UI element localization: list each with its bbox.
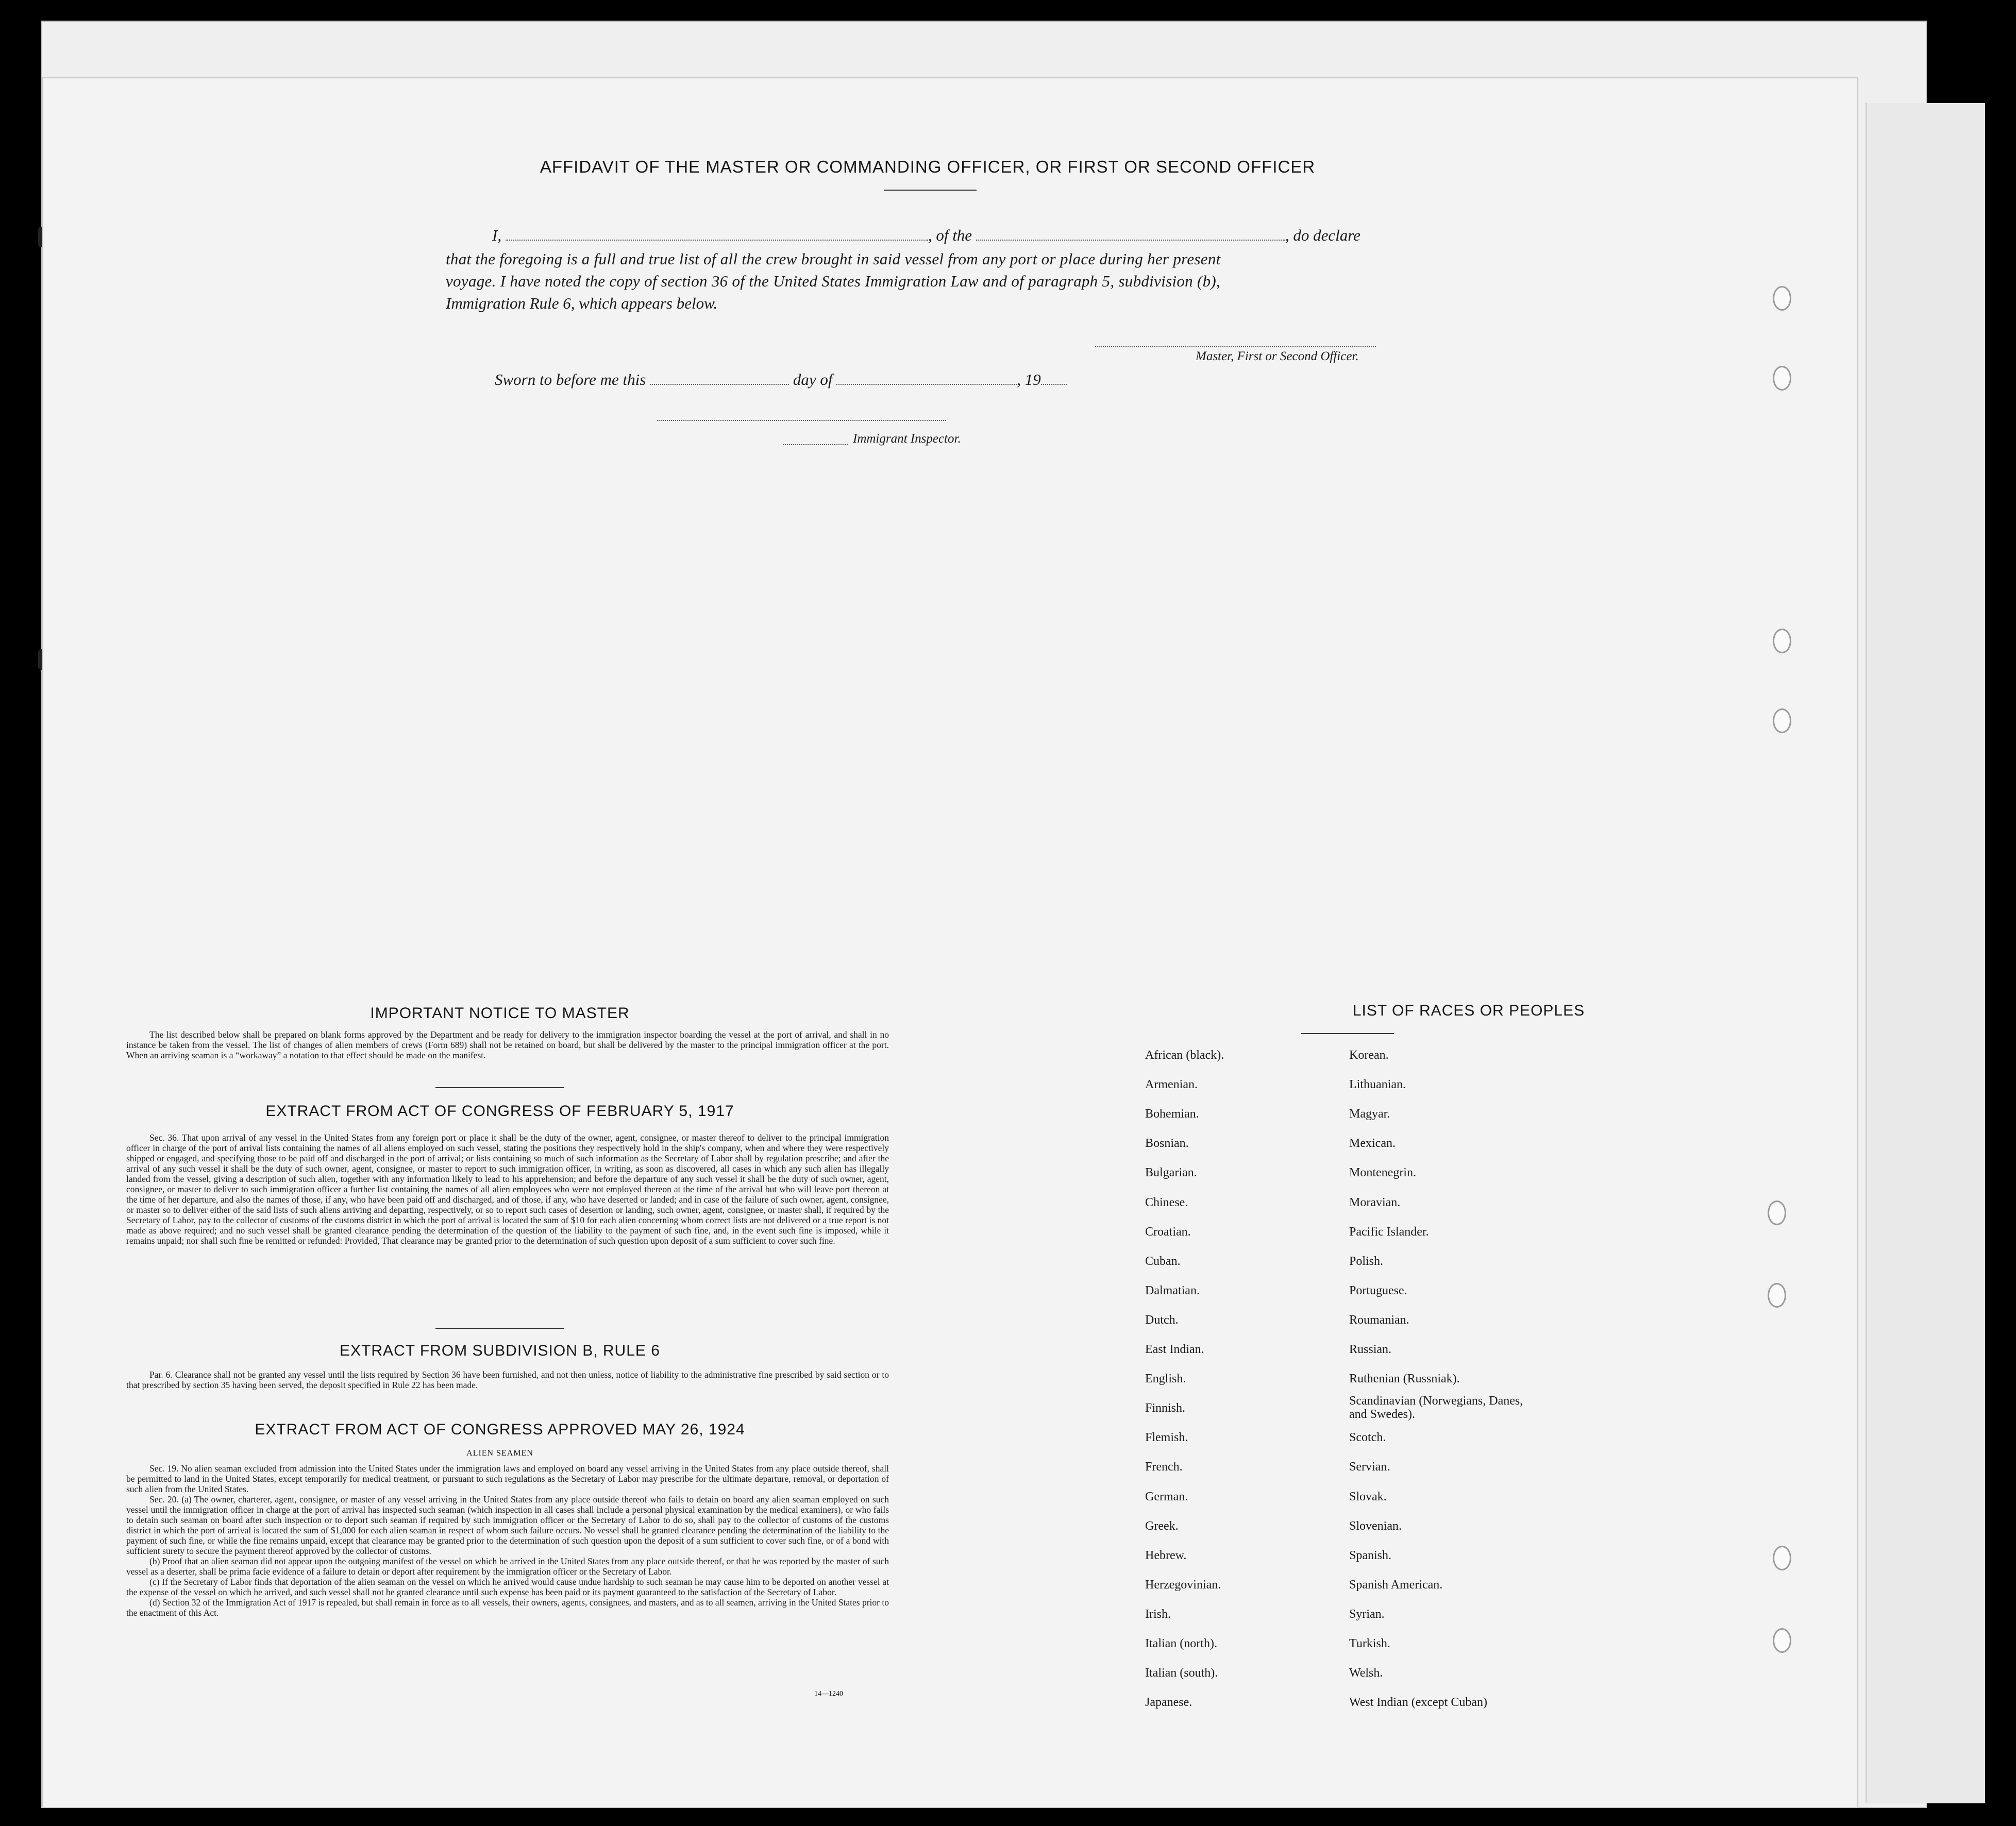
inspector-label: Immigrant Inspector. [853,432,961,446]
race-item: Syrian. [1349,1607,1385,1621]
race-item: Russian. [1349,1343,1392,1356]
declaration-i: I, [492,226,502,244]
extract-rule6-paragraph: Par. 6. Clearance shall not be granted any vessel until the lists required by Section 36 have been furnished, and not then unless, notice of liability to the administrative fine prescribed by said section or to that prescribed by section 35 having been served, the deposit specified in Rule 22 has been made. [126,1370,889,1390]
race-item: Slovenian. [1349,1519,1402,1533]
declaration-line-1 [446,224,1425,247]
sworn-prefix: Sworn to before me this [495,370,646,388]
race-item: Dutch. [1145,1313,1179,1327]
month-blank[interactable] [836,374,1017,385]
race-item: Hebrew. [1145,1548,1187,1562]
master-signature-line[interactable] [1095,346,1376,347]
sworn-line [495,368,1165,391]
declaration-line-2: that the foregoing is a full and true list of all the crew brought in said vessel from any port or place during her present [446,250,1221,268]
race-item: Herzegovinian. [1145,1578,1221,1592]
extract-1924-sec20b: (b) Proof that an alien seaman did not appear upon the outgoing manifest of the vessel on which he arrived in the United States from any place outside thereof, or that he was reported by the master of such vessel as a deserter, shall be prima facie evidence of a failure to detain or deport after requirement by the immigration officer or the Secretary of Labor. [126,1556,889,1577]
race-item: Polish. [1349,1254,1384,1268]
race-item: West Indian (except Cuban) [1349,1696,1487,1710]
race-item: East Indian. [1145,1343,1204,1356]
race-item: Armenian. [1145,1078,1198,1092]
race-item: Bulgarian. [1145,1166,1197,1180]
extract-rule6-text [126,1370,889,1390]
race-item: Irish. [1145,1607,1171,1621]
race-item: Chinese. [1145,1195,1188,1209]
extract-1924-sec20c: (c) If the Secretary of Labor finds that deportation of the alien seaman on the vessel on which he arrived would cause undue hardship to such seaman he may cause him to be deported on another vessel at the expense of the vessel on which he arrived, and such vessel shall not be granted clearance until such expense has been paid or its payment guaranteed to the satisfaction of the Secretary of Labor. [126,1577,889,1597]
affidavit-title: AFFIDAVIT OF THE MASTER OR COMMANDING OFFICER, OR FIRST OR SECOND OFFICER [540,157,1316,176]
punch-hole [1768,1201,1786,1225]
race-item: Roumanian. [1349,1313,1409,1327]
punch-hole [1773,708,1791,733]
extract-1917-text [126,1132,889,1246]
alien-seamen-subhead: ALIEN SEAMEN [466,1449,533,1458]
punch-hole [1773,629,1791,653]
sheet-edge [1866,103,1985,1803]
race-item: Scandinavian (Norwegians, Danes, and Swedes). [1349,1394,1523,1422]
punch-hole [1773,1546,1791,1570]
declaration-line-4: Immigration Rule 6, which appears below. [446,294,718,312]
race-item: German. [1145,1490,1188,1503]
races-title-rule [1301,1033,1394,1034]
race-item: African (black). [1145,1049,1224,1062]
race-item: Lithuanian. [1349,1078,1406,1092]
sworn-day-of: day of [793,370,833,388]
race-item: Turkish. [1349,1637,1390,1650]
race-item: Korean. [1349,1049,1389,1062]
race-item: Ruthenian (Russniak). [1349,1372,1460,1386]
extract-1924-sec20d: (d) Section 32 of the Immigration Act of 1917 is repealed, but shall remain in force as to all vessels, their owners, agents, consignees, and masters, and as to all seamen, arriving in the United States prior to the enactment of this Act. [126,1597,889,1618]
extract-1924-sec19: Sec. 19. No alien seaman excluded from admission into the United States under the immigration laws and employed on board any vessel arriving in the United States from any place outside thereof, shall be permitted to land in the United States, except temporarily for medical treatment, or pursuant to such regulations as the Secretary of Labor may prescribe for the ultimate departure, removal, or deportation of such alien from the United States. [126,1463,889,1494]
race-item: Italian (south). [1145,1666,1218,1680]
extract-1924-title: EXTRACT FROM ACT OF CONGRESS APPROVED MAY 26, 1924 [255,1421,745,1438]
race-item: Greek. [1145,1519,1179,1533]
race-item: Croatian. [1145,1225,1191,1239]
notice-paragraph: The list described below shall be prepared on blank forms approved by the Department and be ready for delivery to the immigration inspector boarding the vessel at the port of arrival, and shall in no instance be taken from the vessel. The list of changes of alien members of crews (Form 689) shall not be retained on board, but shall be delivered by the master to the principal immigration officer at the port. When an arriving seaman is a “workaway” a notation to that effect should be made on the manifest. [126,1029,889,1060]
extract-1924-sec20a: Sec. 20. (a) The owner, charterer, agent, consignee, or master of any vessel arriving in the United States from any place outside thereof who fails to detain on board any alien seaman employed on such vessel until the immigration officer in charge at the port of arrival has inspected such seaman (which inspection in all cases shall include a personal physical examination by the medical examiners), or who fails to detain such seaman on board after such inspection or to deport such seaman if required by such immigration officer or the Secretary of Labor to do so, shall pay to the collector of customs of the customs district in which the port of arrival is located the sum of $1,000 for each alien seaman in respect of whom such failure occurs. No vessel shall be granted clearance pending the determination of the liability to the payment of such fine, or while the fine remains unpaid, except that clearance may be granted prior to the determination of such question upon the deposit of a sum sufficient to cover such fine, or of a bond with sufficient surety to secure the payment thereof approved by the collector of customs. [126,1494,889,1556]
race-item: Moravian. [1349,1195,1401,1209]
sworn-year: , 19 [1017,370,1041,388]
year-blank[interactable] [1041,374,1067,385]
notice-title: IMPORTANT NOTICE TO MASTER [370,1005,630,1022]
race-item: Spanish American. [1349,1578,1443,1592]
race-item: Magyar. [1349,1107,1390,1121]
punch-hole [1773,1628,1791,1653]
race-item: Servian. [1349,1460,1390,1474]
vessel-blank[interactable] [976,229,1285,241]
day-blank[interactable] [650,374,789,385]
race-item: Cuban. [1145,1254,1181,1268]
race-item: Japanese. [1145,1696,1192,1710]
section-rule [435,1087,564,1088]
extract-rule6-title: EXTRACT FROM SUBDIVISION B, RULE 6 [340,1342,660,1359]
master-signature-label: Master, First or Second Officer. [1196,349,1359,363]
race-item: Portuguese. [1349,1283,1407,1297]
extract-1917-title: EXTRACT FROM ACT OF CONGRESS OF FEBRUARY 5, 1917 [265,1103,734,1120]
declaration-of-the: , of the [928,226,972,244]
race-item: Flemish. [1145,1431,1188,1445]
race-item: Slovak. [1349,1490,1387,1503]
race-item: Spanish. [1349,1548,1392,1562]
race-item: Mexican. [1349,1137,1396,1151]
notice-text [126,1029,889,1060]
race-item: Montenegrin. [1349,1166,1416,1180]
race-item: Welsh. [1349,1666,1383,1680]
punch-hole [1768,1283,1786,1308]
extract-1917-paragraph: Sec. 36. That upon arrival of any vessel in the United States from any foreign port or place it shall be the duty of the owner, agent, consignee, or master thereof to deliver to the principal immigration officer in charge of the port of arrival lists containing the names of all aliens employed on such vessel, stating the positions they respectively hold in the ship's company, when and where they were respectively shipped or engaged, and specifying those to be paid off and discharged in the port of arrival; or lists containing so much of such information as the Secretary of Labor shall by regulation prescribe; and after the arrival of any such vessel it shall be the duty of such owner, agent, consignee, or master to report to such immigration officer, in writing, as soon as discovered, all cases in which any such alien has illegally landed from the vessel, giving a description of such alien, together with any information likely to lead to his apprehension; and before the departure of any such vessel it shall be the duty of such owner, agent, consignee, or master to deliver to such immigration officer a further list containing the names of all alien employees who were not employed thereon at the time of the arrival but who will leave port thereon at the time of her departure, and also the names of those, if any, who have been paid off and discharged, and of those, if any, who have deserted or landed; and in case of the failure of such owner, agent, consignee, or master so to deliver either of the said lists of such aliens arriving and departing, respectively, or so to report such cases of desertion or landing, such owner, agent, consignee, or master shall, if required by the Secretary of Labor, pay to the collector of customs of the customs district in which the port of arrival is located the sum of $10 for each alien concerning whom correct lists are not delivered or a true report is not made as above required; and no such vessel shall be granted clearance pending the determination of the question of the liability to the payment of such fine, and, in the event such fine is imposed, while it remains unpaid; nor shall such fine be remitted or refunded: Provided, That clearance may be granted prior to the determination of such question upon deposit of a sum sufficient to cover such fine. [126,1132,889,1246]
races-title: LIST OF RACES OR PEOPLES [1352,1002,1585,1019]
race-item: English. [1145,1372,1186,1386]
race-item: Scotch. [1349,1431,1386,1445]
punch-hole [1773,286,1791,311]
form-number: 14—1240 [814,1690,843,1698]
race-item: French. [1145,1460,1183,1474]
punch-hole [1773,366,1791,391]
section-rule [435,1328,564,1329]
declaration-line-3: voyage. I have noted the copy of section 36 of the United States Immigration Law and of paragraph 5, subdivision (b), [446,272,1221,290]
race-item: Dalmatian. [1145,1283,1200,1297]
inspector-signature-line[interactable] [657,420,946,421]
inspector-dotline [783,444,848,445]
race-item: Pacific Islander. [1349,1225,1429,1239]
race-item: Bohemian. [1145,1107,1199,1121]
race-item: Italian (north). [1145,1637,1217,1650]
declaration-declare: , do declare [1285,226,1360,244]
extract-1924-text [126,1463,889,1618]
name-blank[interactable] [506,229,928,241]
race-item: Bosnian. [1145,1137,1189,1151]
race-item: Finnish. [1145,1401,1186,1415]
title-rule [884,190,977,191]
